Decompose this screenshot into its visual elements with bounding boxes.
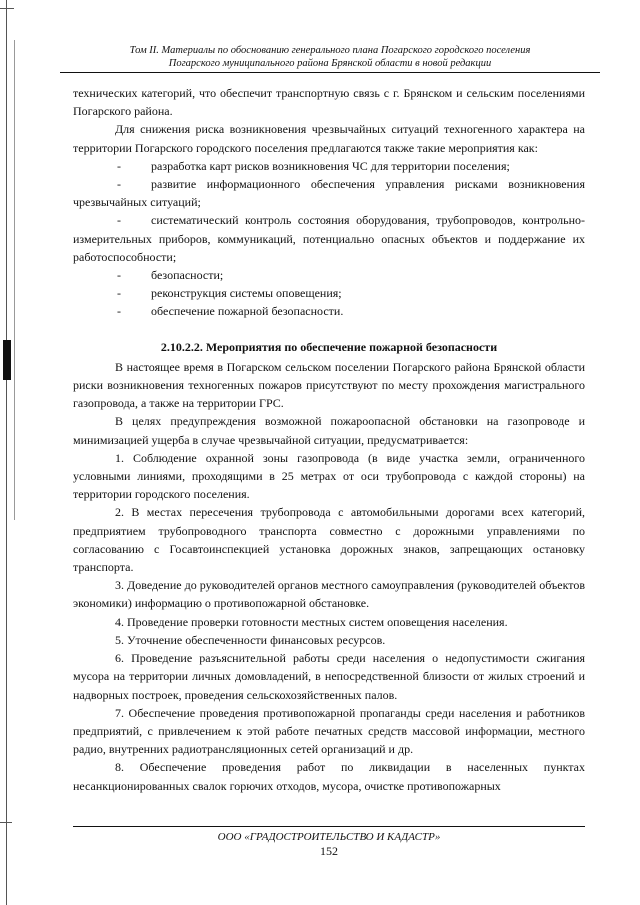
numbered-item: 3. Доведение до руководителей органов местного самоуправления (руководителей объектов экономики) информацию о противопожарной обстановке. (73, 578, 585, 611)
list-item-text: безопасности; (151, 268, 224, 283)
running-header (60, 44, 600, 70)
list-item (73, 157, 585, 175)
header-line-1: Том II. Материалы по обоснованию генерального плана Погарского городского поселения (129, 45, 531, 56)
list-item (73, 211, 585, 266)
list-item (73, 266, 585, 284)
list-dash: - (117, 213, 121, 228)
scan-border-line (6, 0, 7, 905)
numbered-item: 7. Обеспечение проведения противопожарной пропаганды среди населения и работников предприятий, с привлечением к этой работе печатных средств массовой информации, местного радио, внутренних радиотрансляционных сетей организаций и др. (73, 705, 585, 757)
list-item-text: обеспечение пожарной безопасности. (151, 304, 344, 319)
list-item-text: разработка карт рисков возникновения ЧС для территории поселения; (151, 158, 510, 173)
numbered-item: 2. В местах пересечения трубопровода с автомобильными дорогами всех категорий, предприятием трубопроводного транспорта совместно с дорожными управлениями по согласованию с Госавтоинспекцией установка дорожных знаков, запрещающих остановку транспорта. (73, 505, 585, 575)
numbered-item: 5. Уточнение обеспеченности финансовых ресурсов. (115, 632, 386, 647)
header-line-2: Погарского муниципального района Брянской области в новой редакции (168, 58, 492, 69)
list-item (73, 175, 585, 211)
page-body (73, 84, 585, 795)
list-dash: - (117, 158, 121, 173)
footer-company-name: ООО «ГРАДОСТРОИТЕЛЬСТВО И КАДАСТР» (217, 831, 441, 843)
list-item-text: реконструкция системы оповещения; (151, 286, 342, 301)
numbered-item: 1. Соблюдение охранной зоны газопровода (в виде участка земли, ограниченного условными линиями, проходящими в 25 метрах от оси трубопровода с каждой стороны) на территории городского поселения. (73, 450, 585, 502)
numbered-item: 8. Обеспечение проведения работ по ликвидации в населенных пунктах несанкционированных свалок горючих отходов, мусора, очистке противопожарных (73, 760, 585, 793)
paragraph-continued: технических категорий, что обеспечит транспортную связь с г. Брянском и сельским поселениями Погарского района. (73, 86, 585, 119)
list-dash: - (117, 268, 121, 283)
header-rule (60, 72, 600, 73)
numbered-item: 6. Проведение разъяснительной работы среди населения о недопустимости сжигания мусора на территории личных домовладений, в непосредственной близости от жилых строений и надворных построек, проведения сельскохозяйственных палов. (73, 651, 585, 702)
scan-crop-mark-bottom (0, 822, 12, 823)
list-dash: - (117, 286, 121, 301)
paragraph-risk-reduction: Для снижения риска возникновения чрезвычайных ситуаций техногенного характера на территории Погарского городского поселения предлагаются также такие мероприятия как: (73, 122, 585, 155)
page-number: 152 (320, 844, 338, 858)
scan-border-line-inner (14, 40, 15, 520)
list-dash: - (117, 177, 121, 192)
paragraph-measures-intro: В целях предупреждения возможной пожароопасной обстановки на газопроводе и минимизацией ущерба в случае чрезвычайной ситуации, предусматривается: (73, 414, 585, 447)
scan-binding-mark (3, 340, 11, 380)
list-item (73, 284, 585, 302)
list-dash: - (117, 304, 121, 319)
list-item (73, 302, 585, 320)
footer-rule (73, 826, 585, 827)
section-heading: 2.10.2.2. Мероприятия по обеспечение пожарной безопасности (160, 339, 498, 354)
list-item-text: систематический контроль состояния оборудования, трубопроводов, контрольно-измерительных приборов, коммуникаций, потенциально опасных объектов и поддержание их работоспособности; (73, 213, 585, 264)
paragraph-current-risks: В настоящее время в Погарском сельском поселении Погарского района Брянской области риски возникновения техногенных пожаров присутствуют по месту прохождения магистрального газопровода, а также на территории ГРС. (73, 359, 585, 411)
numbered-item: 4. Проведение проверки готовности местных систем оповещения населения. (115, 614, 508, 629)
scan-crop-mark-top (0, 8, 14, 9)
list-item-text: развитие информационного обеспечения управления рисками возникновения чрезвычайных ситуаций; (73, 177, 585, 210)
